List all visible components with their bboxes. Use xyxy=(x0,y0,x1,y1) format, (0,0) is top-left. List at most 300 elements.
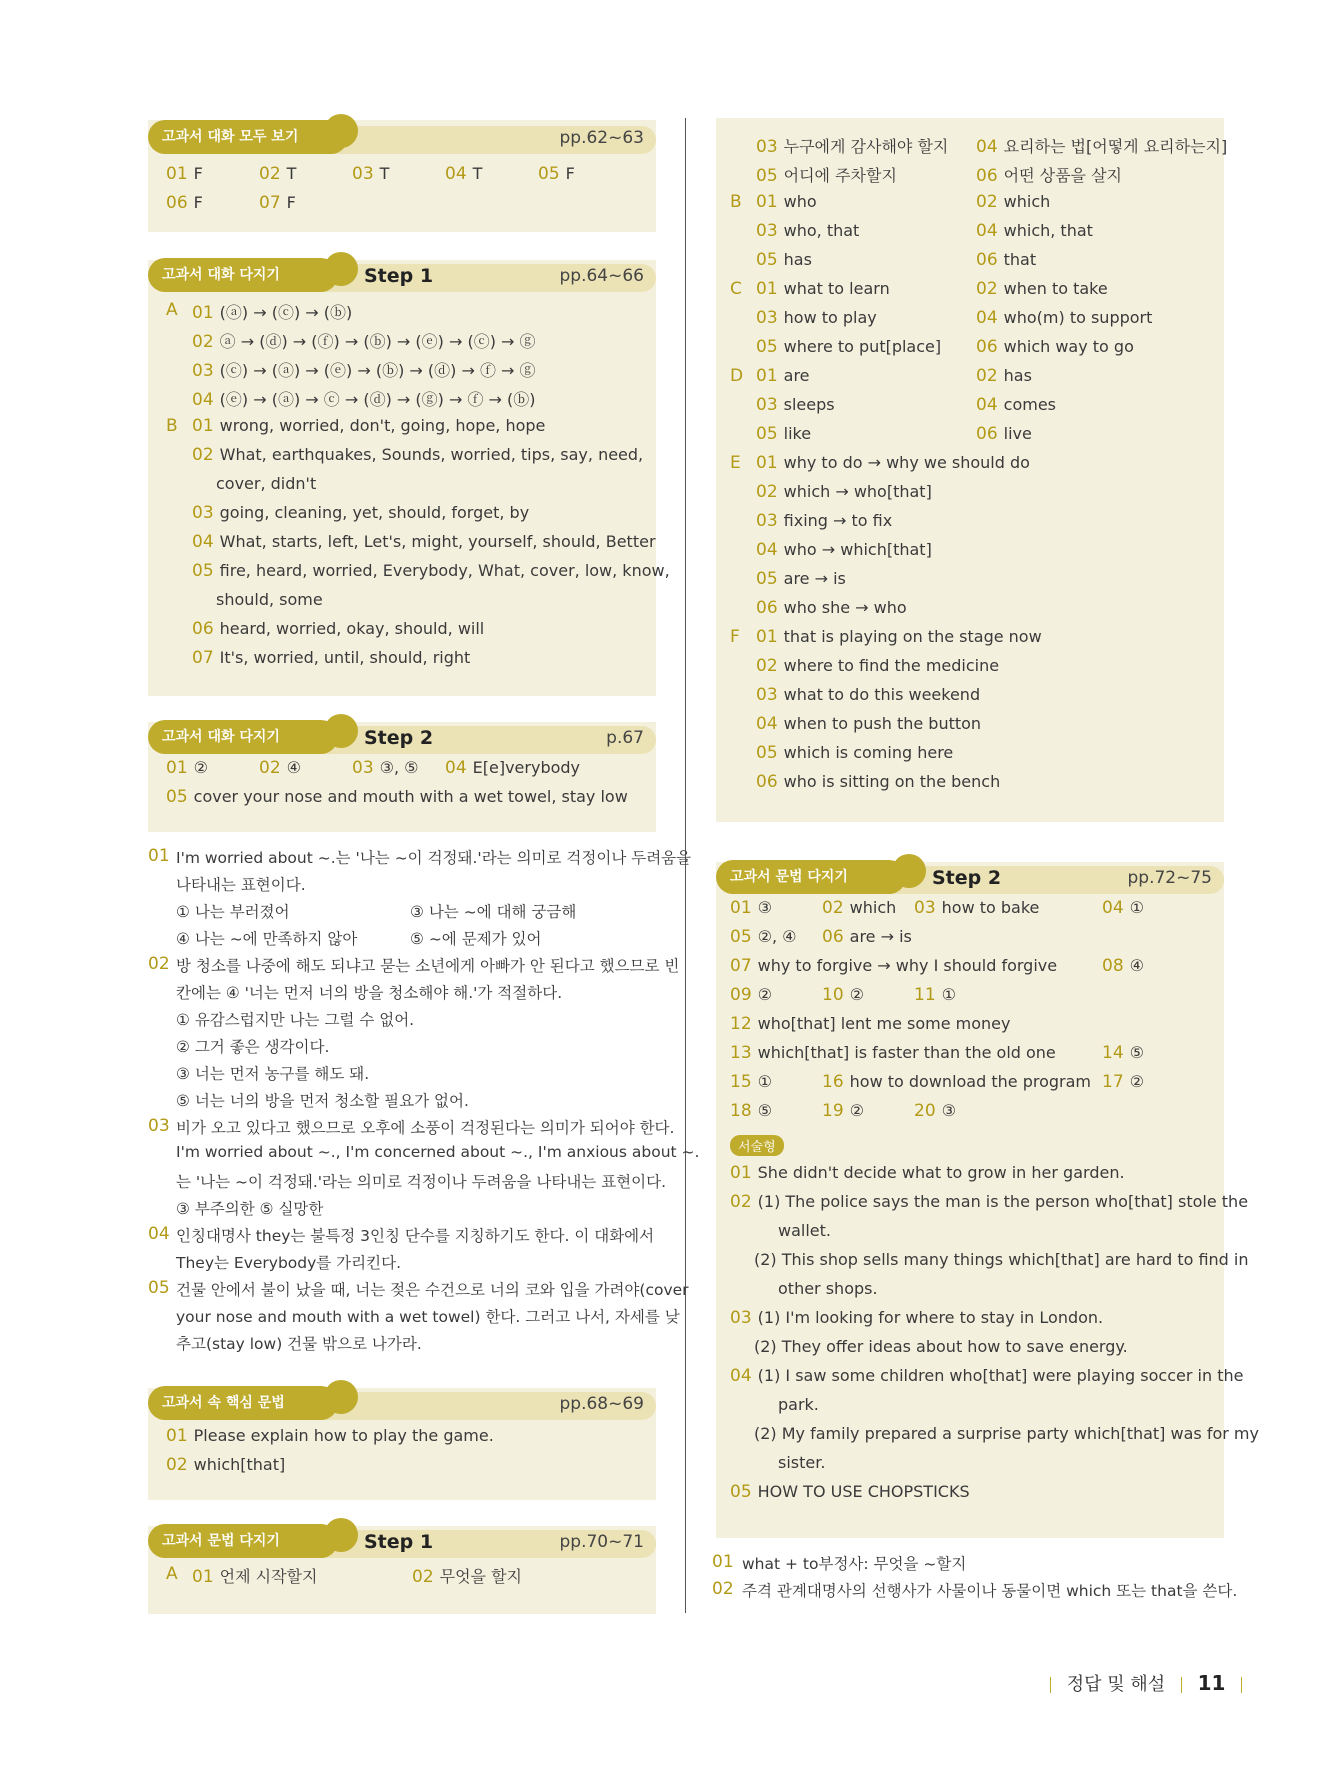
section-letter xyxy=(166,416,178,436)
explanation-text: I'm worried about ~.는 '나는 ~이 걱정돼.'라는 의미로 걱정이나 두려움을 xyxy=(176,849,692,867)
item-number: 02 xyxy=(730,1192,752,1212)
answer-text: like xyxy=(783,424,812,443)
answer-text: 무엇을 할지 xyxy=(439,1567,523,1586)
section-header xyxy=(148,720,656,754)
answer-text: 언제 시작할지 xyxy=(219,1567,318,1586)
answer-text: It's, worried, until, should, right xyxy=(219,648,471,667)
answer-item xyxy=(730,1072,772,1092)
answer-text: F xyxy=(193,164,203,183)
item-number: 06 xyxy=(756,598,778,618)
item-number: 05 xyxy=(730,927,752,947)
answer-text: should, some xyxy=(216,590,323,609)
answer-item xyxy=(976,250,1036,270)
item-number: 07 xyxy=(192,648,214,668)
section-letter xyxy=(166,300,178,320)
answer-item xyxy=(914,985,956,1005)
answer-item xyxy=(730,1101,772,1121)
item-number: 18 xyxy=(730,1101,752,1121)
answer-text: What, starts, left, Let's, might, yourself, should, Better xyxy=(219,532,656,551)
answer-item xyxy=(352,758,419,778)
item-number: 05 xyxy=(756,166,778,186)
answer-text: ② xyxy=(849,1101,864,1120)
answer-text: ② xyxy=(757,985,772,1004)
answer-text: 요리하는 법[어떻게 요리하는지] xyxy=(1003,137,1228,156)
answer-text: which[that] xyxy=(193,1455,286,1474)
answer-item xyxy=(538,164,575,184)
answer-item xyxy=(976,337,1134,357)
explanation-text: 방 청소를 나중에 해도 되냐고 묻는 소년에게 아빠가 안 된다고 했으므로 빈 xyxy=(176,957,680,975)
answer-item xyxy=(259,193,296,213)
answer-text: what to learn xyxy=(783,279,890,298)
answer-item xyxy=(976,308,1152,328)
answer-text: why to do → why we should do xyxy=(783,453,1030,472)
answer-text: cover your nose and mouth with a wet towel, stay low xyxy=(193,787,628,806)
letter-label: A xyxy=(166,300,178,320)
answer-text: which, that xyxy=(1003,221,1093,240)
item-number: 04 xyxy=(976,137,998,157)
answer-text: are → is xyxy=(849,927,912,946)
section-header xyxy=(148,1524,656,1558)
answer-item xyxy=(259,758,301,778)
answer-text: ⓐ → (ⓓ) → (ⓕ) → (ⓑ) → (ⓔ) → (ⓒ) → ⓖ xyxy=(219,332,536,351)
section-letter xyxy=(730,627,740,647)
answer-text: fixing → to fix xyxy=(783,511,893,530)
answer-text: which → who[that] xyxy=(783,482,932,501)
item-number: 11 xyxy=(914,985,936,1005)
answer-text: wallet. xyxy=(778,1221,831,1240)
answer-text: who xyxy=(783,192,817,211)
section-title: 고과서 대화 모두 보기 xyxy=(148,120,348,154)
item-number: 04 xyxy=(148,1224,170,1244)
answer-item xyxy=(976,192,1050,212)
answer-item xyxy=(166,758,208,778)
answer-text: (2) They offer ideas about how to save energy. xyxy=(754,1337,1128,1356)
answer-text: why to forgive → why I should forgive xyxy=(757,956,1058,975)
answer-text: fire, heard, worried, Everybody, What, cover, low, know, xyxy=(219,561,670,580)
item-number: 05 xyxy=(756,569,778,589)
item-number: 04 xyxy=(445,164,467,184)
answer-text: F xyxy=(193,193,203,212)
section-title: 고과서 속 핵심 문법 xyxy=(148,1386,338,1420)
section-title: 고과서 대화 다지기 xyxy=(148,720,338,754)
essay-tag xyxy=(730,1135,784,1156)
answer-text: ②, ④ xyxy=(757,927,797,946)
item-number: 06 xyxy=(976,166,998,186)
item-number: 06 xyxy=(822,927,844,947)
item-number: 01 xyxy=(166,164,188,184)
answer-text: 어떤 상품을 살지 xyxy=(1003,166,1123,185)
item-number: 03 xyxy=(352,164,374,184)
step-label: Step 2 xyxy=(932,867,1002,889)
letter-label: D xyxy=(730,366,744,386)
section-letter xyxy=(730,453,741,473)
answer-item xyxy=(445,164,482,184)
answer-item xyxy=(730,1308,1103,1328)
section-letter xyxy=(730,192,742,212)
answer-item xyxy=(730,1366,1243,1386)
item-number: 02 xyxy=(822,898,844,918)
answer-item xyxy=(756,134,948,157)
item-number: 01 xyxy=(730,1163,752,1183)
answer-continuation xyxy=(778,1279,878,1298)
answer-text: E[e]verybody xyxy=(472,758,581,777)
answer-text: what to do this weekend xyxy=(783,685,981,704)
explanation-text: 는 '나는 ~이 걱정돼.'라는 의미로 걱정이나 두려움을 나타내는 표현이다. xyxy=(176,1173,667,1191)
explanation-text: 칸에는 ④ '너는 먼저 너의 방을 청소해야 해.'가 적절하다. xyxy=(176,984,563,1002)
answer-text: which[that] is faster than the old one xyxy=(757,1043,1056,1062)
answer-text: when to push the button xyxy=(783,714,982,733)
item-number: 05 xyxy=(192,561,214,581)
answer-item xyxy=(1102,1072,1144,1092)
explanation-text: ③ 너는 먼저 농구를 해도 돼. xyxy=(176,1065,370,1083)
item-number: 03 xyxy=(756,685,778,705)
explanation-line xyxy=(148,1278,689,1299)
answer-text: where to put[place] xyxy=(783,337,942,356)
answer-text: (2) My family prepared a surprise party which[that] was for my xyxy=(754,1424,1259,1443)
page-range: pp.72~75 xyxy=(1127,868,1212,888)
answer-item xyxy=(192,387,536,410)
section-letter xyxy=(730,366,743,386)
answer-item xyxy=(166,193,203,213)
item-number: 04 xyxy=(445,758,467,778)
item-number: 03 xyxy=(352,758,374,778)
page-range: pp.68~69 xyxy=(559,1394,644,1414)
answer-item xyxy=(756,395,835,415)
item-number: 03 xyxy=(756,395,778,415)
answer-text: where to find the medicine xyxy=(783,656,1000,675)
answer-text: 어디에 주차할지 xyxy=(783,166,897,185)
answer-text: ③ xyxy=(941,1101,956,1120)
answer-item xyxy=(730,898,772,918)
item-number: 04 xyxy=(976,308,998,328)
letter-label: E xyxy=(730,453,741,473)
answer-item xyxy=(976,221,1093,241)
item-number: 02 xyxy=(192,445,214,465)
step-label: Step 1 xyxy=(364,1531,434,1553)
answer-text: F xyxy=(565,164,575,183)
answer-item xyxy=(730,927,797,947)
answer-text: ② xyxy=(193,758,208,777)
answer-text: cover, didn't xyxy=(216,474,317,493)
section-title: 고과서 문법 다지기 xyxy=(148,1524,338,1558)
item-number: 06 xyxy=(756,772,778,792)
answer-text: that xyxy=(1003,250,1037,269)
answer-text: (2) This shop sells many things which[that] are hard to find in xyxy=(754,1250,1249,1269)
explanation-text: 인칭대명사 they는 불특정 3인칭 단수를 지칭하기도 한다. 이 대화에서 xyxy=(176,1227,655,1245)
footer-label: 정답 및 해설 xyxy=(1066,1674,1166,1695)
item-number: 03 xyxy=(192,361,214,381)
item-number: 01 xyxy=(166,758,188,778)
item-number: 01 xyxy=(712,1552,734,1572)
answer-item xyxy=(756,685,980,705)
item-number: 02 xyxy=(192,332,214,352)
answer-item xyxy=(216,474,316,493)
answer-item xyxy=(192,619,484,639)
answer-item xyxy=(756,772,1000,792)
answer-item xyxy=(756,337,941,357)
answer-text: who → which[that] xyxy=(783,540,932,559)
item-number: 09 xyxy=(730,985,752,1005)
item-number: 01 xyxy=(756,366,778,386)
answer-item xyxy=(166,1455,285,1475)
answer-text: Please explain how to play the game. xyxy=(193,1426,494,1445)
answer-item xyxy=(192,300,352,323)
item-number: 02 xyxy=(148,954,170,974)
answer-item xyxy=(1102,956,1144,976)
answer-item xyxy=(192,561,670,581)
answer-item xyxy=(192,503,529,523)
answer-text: ② xyxy=(1129,1072,1144,1091)
answer-text: who[that] lent me some money xyxy=(757,1014,1011,1033)
item-number: 07 xyxy=(730,956,752,976)
answer-text: which xyxy=(1003,192,1051,211)
answer-text: ① xyxy=(941,985,956,1004)
answer-item xyxy=(412,1564,522,1587)
answer-text: (ⓒ) → (ⓐ) → (ⓔ) → (ⓑ) → (ⓓ) → ⓕ → ⓖ xyxy=(219,361,536,380)
answer-text: who, that xyxy=(783,221,860,240)
answer-item xyxy=(976,395,1056,415)
answer-text: ④ xyxy=(1129,956,1144,975)
answer-item xyxy=(730,956,1057,976)
item-number: 04 xyxy=(730,1366,752,1386)
answer-item xyxy=(822,898,896,918)
item-number: 02 xyxy=(976,366,998,386)
item-number: 02 xyxy=(166,1455,188,1475)
item-number: 04 xyxy=(1102,898,1124,918)
item-number: 13 xyxy=(730,1043,752,1063)
answer-item xyxy=(756,714,981,734)
answer-item xyxy=(730,1014,1011,1034)
answer-text: HOW TO USE CHOPSTICKS xyxy=(757,1482,970,1501)
answer-item xyxy=(756,308,877,328)
answer-text: ③ xyxy=(757,898,772,917)
item-number: 17 xyxy=(1102,1072,1124,1092)
explanation-text: ③ 부주의한 ⑤ 실망한 xyxy=(176,1200,324,1218)
answer-continuation xyxy=(778,1221,831,1240)
answer-item xyxy=(756,511,892,531)
letter-label: A xyxy=(166,1564,178,1584)
item-number: 16 xyxy=(822,1072,844,1092)
step-label: Step 1 xyxy=(364,265,434,287)
answer-text: who(m) to support xyxy=(1003,308,1153,327)
answer-text: (ⓐ) → (ⓒ) → (ⓑ) xyxy=(219,303,353,322)
answer-text: how to play xyxy=(783,308,877,327)
answer-text: ④ xyxy=(286,758,301,777)
item-number: 03 xyxy=(914,898,936,918)
explanation-text: your nose and mouth with a wet towel) 한다. 그러고 나서, 자세를 낮 xyxy=(176,1308,680,1326)
explanation-text: 주격 관계대명사의 선행사가 사물이나 동물이면 which 또는 that을 쓴다. xyxy=(742,1582,1238,1600)
page-range: pp.70~71 xyxy=(559,1532,644,1552)
item-number: 01 xyxy=(756,627,778,647)
answer-text: who she → who xyxy=(783,598,907,617)
item-number: 01 xyxy=(148,846,170,866)
answer-text: What, earthquakes, Sounds, worried, tips, say, need, xyxy=(219,445,644,464)
item-number: 01 xyxy=(756,192,778,212)
answer-item xyxy=(445,758,580,778)
item-number: 03 xyxy=(148,1116,170,1136)
answer-item xyxy=(756,250,812,270)
answer-item xyxy=(756,540,932,560)
answer-text: (ⓔ) → (ⓐ) → ⓒ → (ⓓ) → (ⓖ) → ⓕ → (ⓑ) xyxy=(219,390,536,409)
answer-item xyxy=(756,279,890,299)
answer-text: when to take xyxy=(1003,279,1108,298)
answer-item xyxy=(976,163,1122,186)
item-number: 20 xyxy=(914,1101,936,1121)
answer-text: F xyxy=(286,193,296,212)
item-number: 01 xyxy=(192,416,214,436)
letter-label: B xyxy=(730,192,742,212)
item-number: 02 xyxy=(976,192,998,212)
explanation-text: ① 유감스럽지만 나는 그럴 수 없어. xyxy=(176,1011,415,1029)
answer-text: how to download the program xyxy=(849,1072,1091,1091)
answer-item xyxy=(216,590,323,609)
explanation-text: ① 나는 부러졌어 xyxy=(176,903,290,921)
answer-item xyxy=(192,358,536,381)
explanation-text: 나타내는 표현이다. xyxy=(176,876,306,894)
item-number: 03 xyxy=(756,511,778,531)
item-number: 03 xyxy=(756,221,778,241)
item-number: 02 xyxy=(712,1579,734,1599)
item-number: 04 xyxy=(976,221,998,241)
item-number: 02 xyxy=(756,656,778,676)
answer-text: sleeps xyxy=(783,395,835,414)
answer-item xyxy=(730,1482,970,1502)
explanation-text: ⑤ 너는 너의 방을 먼저 청소할 필요가 없어. xyxy=(176,1092,469,1110)
answer-text: T xyxy=(379,164,390,183)
item-number: 04 xyxy=(756,540,778,560)
item-number: 02 xyxy=(412,1567,434,1587)
answer-item xyxy=(166,1426,494,1446)
item-number: 03 xyxy=(730,1308,752,1328)
item-number: 05 xyxy=(756,743,778,763)
answer-item xyxy=(756,743,953,763)
item-number: 06 xyxy=(976,424,998,444)
item-number: 06 xyxy=(192,619,214,639)
answer-item xyxy=(756,656,999,676)
item-number: 01 xyxy=(192,1567,214,1587)
explanation-line xyxy=(148,1224,655,1245)
item-number: 08 xyxy=(1102,956,1124,976)
section-header xyxy=(148,120,656,154)
answer-text: going, cleaning, yet, should, forget, by xyxy=(219,503,530,522)
explanation-text: ③ 나는 ~에 대해 궁금해 xyxy=(410,903,577,921)
answer-item xyxy=(756,627,1042,647)
answer-item xyxy=(1102,1043,1144,1063)
step-label: Step 2 xyxy=(364,727,434,749)
item-number: 04 xyxy=(976,395,998,415)
answer-item xyxy=(166,787,628,807)
item-number: 05 xyxy=(756,424,778,444)
item-number: 05 xyxy=(756,337,778,357)
answer-text: how to bake xyxy=(941,898,1040,917)
explanation-text: 건물 안에서 불이 났을 때, 너는 젖은 수건으로 너의 코와 입을 가려야(cover xyxy=(176,1281,689,1299)
answer-continuation xyxy=(754,1424,1259,1443)
item-number: 10 xyxy=(822,985,844,1005)
item-number: 02 xyxy=(976,279,998,299)
footer xyxy=(1050,1670,1242,1700)
explanation-line xyxy=(148,954,680,975)
answer-text: that is playing on the stage now xyxy=(783,627,1042,646)
item-number: 01 xyxy=(166,1426,188,1446)
section-header xyxy=(148,1386,656,1420)
explanation-text: ⑤ ~에 문제가 있어 xyxy=(410,930,542,948)
item-number: 01 xyxy=(730,898,752,918)
item-number: 02 xyxy=(756,482,778,502)
answer-text: ① xyxy=(757,1072,772,1091)
answer-text: has xyxy=(1003,366,1032,385)
answer-text: are xyxy=(783,366,810,385)
answer-item xyxy=(730,1192,1248,1212)
answer-text: which way to go xyxy=(1003,337,1134,356)
item-number: 01 xyxy=(192,303,214,323)
answer-text: comes xyxy=(1003,395,1056,414)
explanation-line xyxy=(148,1116,675,1137)
answer-text: are → is xyxy=(783,569,846,588)
explanation-text: ② 그거 좋은 생각이다. xyxy=(176,1038,330,1056)
section-header xyxy=(716,860,1224,894)
item-number: 03 xyxy=(756,137,778,157)
item-number: 03 xyxy=(192,503,214,523)
item-number: 05 xyxy=(730,1482,752,1502)
answer-item xyxy=(192,445,643,465)
answer-text: wrong, worried, don't, going, hope, hope xyxy=(219,416,546,435)
answer-continuation xyxy=(778,1453,825,1472)
answer-text: T xyxy=(286,164,297,183)
item-number: 12 xyxy=(730,1014,752,1034)
explanation-text: what + to부정사: 무엇을 ~할지 xyxy=(742,1555,967,1573)
section-letter xyxy=(730,279,742,299)
answer-text: ③, ⑤ xyxy=(379,758,419,777)
answer-text: (1) I saw some children who[that] were playing soccer in the xyxy=(757,1366,1244,1385)
answer-text: who is sitting on the bench xyxy=(783,772,1001,791)
answer-text: has xyxy=(783,250,812,269)
answer-text: T xyxy=(472,164,483,183)
explanation-text: 추고(stay low) 건물 밖으로 나가라. xyxy=(176,1335,422,1353)
answer-item xyxy=(822,1072,1091,1092)
answer-item xyxy=(822,927,912,947)
answer-item xyxy=(730,1043,1056,1063)
item-number: 06 xyxy=(976,250,998,270)
section-letter xyxy=(166,1564,178,1584)
item-number: 19 xyxy=(822,1101,844,1121)
answer-item xyxy=(192,329,536,352)
page-number: 11 xyxy=(1197,1671,1226,1695)
item-number: 04 xyxy=(756,714,778,734)
item-number: 03 xyxy=(756,308,778,328)
item-number: 07 xyxy=(259,193,281,213)
explanation-line xyxy=(712,1552,967,1573)
answer-text: ⑤ xyxy=(757,1101,772,1120)
answer-item xyxy=(976,134,1227,157)
item-number: 05 xyxy=(166,787,188,807)
explanation-text: ④ 나는 ~에 만족하지 않아 xyxy=(176,930,358,948)
answer-continuation xyxy=(754,1337,1128,1356)
essay-tag-label: 서술형 xyxy=(730,1135,784,1156)
item-number: 05 xyxy=(538,164,560,184)
item-number: 15 xyxy=(730,1072,752,1092)
answer-item xyxy=(730,985,772,1005)
item-number: 01 xyxy=(756,453,778,473)
answer-text: sister. xyxy=(778,1453,826,1472)
answer-item xyxy=(976,366,1032,386)
answer-item xyxy=(976,279,1108,299)
answer-text: 누구에게 감사해야 할지 xyxy=(783,137,949,156)
page-range: pp.62~63 xyxy=(559,128,644,148)
answer-item xyxy=(1102,898,1144,918)
answer-item xyxy=(822,1101,864,1121)
answer-item xyxy=(756,569,846,589)
item-number: 02 xyxy=(259,164,281,184)
